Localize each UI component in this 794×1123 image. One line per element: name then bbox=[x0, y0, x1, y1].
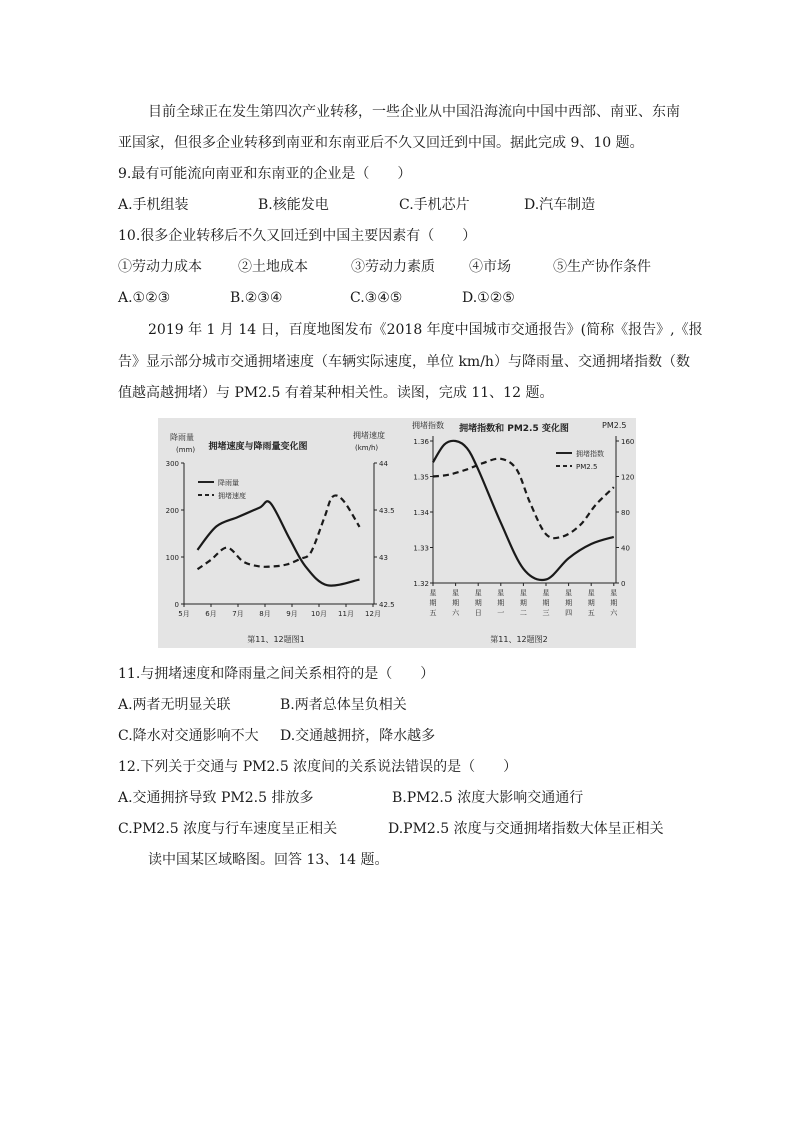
passage2-line-3: 值越高越拥堵）与 PM2.5 有着某种相关性。读图，完成 11、12 题。 bbox=[118, 385, 554, 401]
passage2-line-2: 告》显示部分城市交通拥堵速度（车辆实际速度，单位 km/h）与降雨量、交通拥堵指数（数 bbox=[118, 354, 690, 370]
chart2-xtick-label: 星期五 bbox=[429, 589, 437, 617]
chart2-ylabel-left: 拥堵指数 bbox=[412, 421, 444, 430]
chart1-ylabel-right-unit: (km/h) bbox=[355, 444, 379, 452]
q11-option-d: D.交通越拥挤，降水越多 bbox=[280, 728, 436, 744]
chart2-ytick-right-label: 40 bbox=[621, 544, 630, 553]
chart2-xtick-label: 星期二 bbox=[519, 589, 527, 617]
chart2-xtick-label: 星期日 bbox=[474, 589, 482, 617]
chart2-ylabel-right: PM2.5 bbox=[602, 421, 627, 430]
chart2-series-index-line bbox=[433, 441, 614, 580]
q10-option-c: C.③④⑤ bbox=[350, 290, 403, 306]
chart1-xtick-label: 10月 bbox=[311, 610, 327, 618]
chart2-ytick-left-label: 1.34 bbox=[413, 509, 429, 517]
q9-option-c: C.手机芯片 bbox=[399, 197, 470, 213]
chart2-ytick-right-label: 80 bbox=[621, 509, 630, 517]
chart2-xtick-label: 星期一 bbox=[497, 589, 505, 617]
chart2-legend-index: 拥堵指数 bbox=[576, 450, 604, 458]
chart1-series-rain-line bbox=[198, 501, 360, 585]
q12-option-a: A.交通拥挤导致 PM2.5 排放多 bbox=[118, 790, 314, 806]
q12-stem: 12.下列关于交通与 PM2.5 浓度间的关系说法错误的是（ ） bbox=[118, 759, 518, 775]
q9-option-d: D.汽车制造 bbox=[524, 197, 596, 213]
chart1-ylabel-right: 拥堵速度 bbox=[353, 431, 385, 440]
q9-option-a: A.手机组装 bbox=[118, 197, 189, 213]
chart1-ytick-right-label: 43 bbox=[379, 554, 388, 562]
q11-option-b: B.两者总体呈负相关 bbox=[280, 697, 407, 713]
chart2-xtick-label: 星期六 bbox=[610, 589, 618, 617]
chart1-xtick-label: 12月 bbox=[365, 610, 381, 618]
q12-option-b: B.PM2.5 浓度大影响交通通行 bbox=[392, 790, 584, 806]
chart-congestion-pm25 bbox=[406, 418, 636, 648]
q10-factor-2: ②土地成本 bbox=[238, 259, 308, 275]
q10-factor-4: ④市场 bbox=[469, 259, 511, 275]
chart1-xtick-label: 6月 bbox=[205, 610, 217, 618]
q12-option-d: D.PM2.5 浓度与交通拥堵指数大体呈正相关 bbox=[388, 821, 664, 837]
chart1-ylabel-left: 降雨量 bbox=[170, 433, 194, 442]
chart2-xtick-label: 星期五 bbox=[587, 589, 595, 617]
chart1-ytick-left-label: 100 bbox=[165, 554, 179, 562]
chart1-ytick-left-label: 200 bbox=[165, 507, 179, 515]
q10-factor-5: ⑤生产协作条件 bbox=[553, 259, 651, 275]
chart1-ylabel-left-unit: (mm) bbox=[176, 446, 196, 454]
chart-rain-speed bbox=[158, 418, 406, 648]
chart1-ytick-left-label: 0 bbox=[174, 601, 179, 609]
chart1-title: 拥堵速度与降雨量变化图 bbox=[208, 442, 308, 452]
chart1-xtick-label: 11月 bbox=[338, 610, 354, 618]
chart2-legend-pm25: PM2.5 bbox=[576, 463, 598, 471]
chart2-ytick-right-label: 160 bbox=[621, 438, 635, 446]
chart1-xtick-label: 9月 bbox=[286, 610, 298, 618]
chart1-caption: 第11、12题图1 bbox=[247, 635, 305, 644]
q10-option-d: D.①②⑤ bbox=[462, 290, 515, 306]
q9-stem: 9.最有可能流向南亚和东南亚的企业是（ ） bbox=[118, 166, 412, 182]
chart2-xtick-label: 星期四 bbox=[565, 589, 573, 617]
chart1-legend-rain: 降雨量 bbox=[218, 479, 239, 487]
q11-stem: 11.与拥堵速度和降雨量之间关系相符的是（ ） bbox=[118, 666, 435, 682]
chart1-xtick-label: 8月 bbox=[259, 610, 271, 618]
intro-line-2: 亚国家，但很多企业转移到南亚和东南亚后不久又回迁到中国。据此完成 9、10 题。 bbox=[118, 135, 644, 151]
chart1-ytick-right-label: 42.5 bbox=[379, 601, 395, 609]
chart2-ytick-left-label: 1.33 bbox=[413, 544, 429, 553]
chart1-ytick-left-label: 300 bbox=[165, 460, 179, 468]
chart2-xtick-label: 星期六 bbox=[452, 589, 460, 617]
chart1-ytick-right-label: 43.5 bbox=[379, 507, 395, 515]
intro-line-1: 目前全球正在发生第四次产业转移，一些企业从中国沿海流向中国中西部、南亚、东南 bbox=[148, 104, 680, 120]
chart1-xtick-label: 5月 bbox=[178, 610, 190, 618]
chart2-ytick-right-label: 0 bbox=[621, 580, 626, 588]
passage2-line-1: 2019 年 1 月 14 日，百度地图发布《2018 年度中国城市交通报告》(简称《报告》,《报 bbox=[148, 322, 703, 338]
chart2-title: 拥堵指数和 PM2.5 变化图 bbox=[459, 424, 569, 434]
q9-option-b: B.核能发电 bbox=[258, 197, 329, 213]
q11-option-c: C.降水对交通影响不大 bbox=[118, 728, 259, 744]
q10-option-b: B.②③④ bbox=[230, 290, 283, 306]
q10-stem: 10.很多企业转移后不久又回迁到中国主要因素有（ ） bbox=[118, 228, 477, 244]
chart2-xtick-label: 星期三 bbox=[542, 589, 550, 617]
chart2-ytick-left-label: 1.36 bbox=[413, 438, 429, 446]
chart2-ytick-left-label: 1.35 bbox=[413, 473, 429, 482]
chart1-ytick-right-label: 44 bbox=[379, 460, 388, 468]
chart1-xtick-label: 7月 bbox=[232, 610, 244, 618]
chart1-series-speed-line bbox=[198, 495, 360, 569]
tail-text: 读中国某区域略图。回答 13、14 题。 bbox=[148, 852, 389, 868]
chart2-ytick-left-label: 1.32 bbox=[413, 580, 429, 588]
chart1-legend-speed: 拥堵速度 bbox=[218, 492, 246, 500]
figure-photo bbox=[158, 418, 636, 648]
q10-factor-3: ③劳动力素质 bbox=[351, 259, 435, 275]
q10-factor-1: ①劳动力成本 bbox=[118, 259, 202, 275]
q11-option-a: A.两者无明显关联 bbox=[118, 697, 231, 713]
q12-option-c: C.PM2.5 浓度与行车速度呈正相关 bbox=[118, 821, 338, 837]
q10-option-a: A.①②③ bbox=[118, 290, 171, 306]
chart2-ytick-right-label: 120 bbox=[621, 473, 635, 482]
chart2-caption: 第11、12题图2 bbox=[490, 635, 548, 644]
